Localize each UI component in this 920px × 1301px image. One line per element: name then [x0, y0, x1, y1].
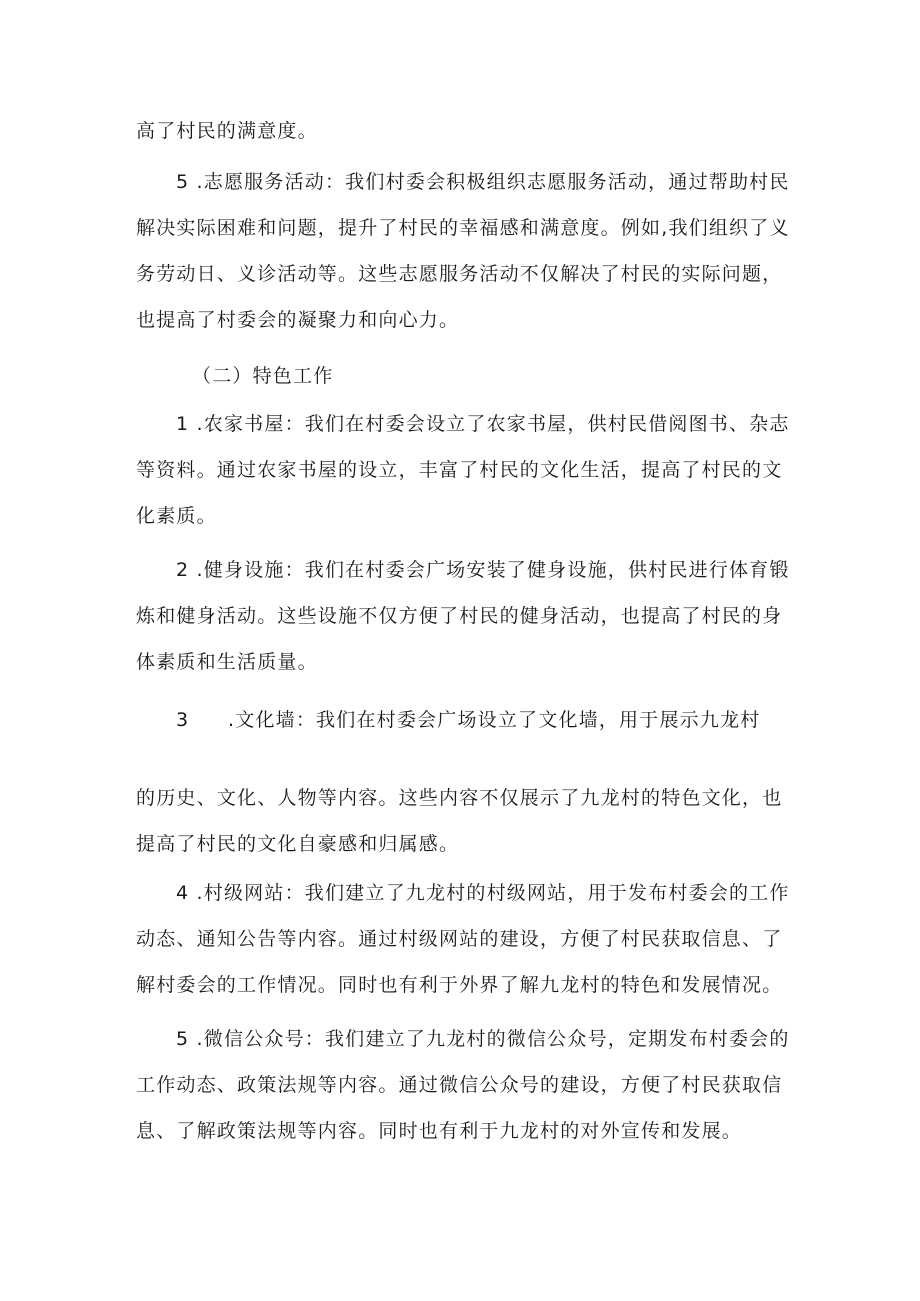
paragraph-village-website: 4 .村级网站：我们建立了九龙村的村级网站，用于发布村委会的工作动态、通知公告等内容。通过村级网站的建设，方便了村民获取信息、了解村委会的工作情况。同时也有利于外界了解九龙村的特色和发展情况。 — [136, 882, 790, 996]
paragraph-volunteer-service: 5 .志愿服务活动：我们村委会积极组织志愿服务活动，通过帮助村民解决实际困难和问题，提升了村民的幸福感和满意度。例如,我们组织了义务劳动日、义诊活动等。这些志愿服务活动不仅解决了村民的实际问题，也提高了村委会的凝聚力和向心力。 — [136, 171, 790, 331]
paragraph-wechat-account: 5 .微信公众号：我们建立了九龙村的微信公众号，定期发布村委会的工作动态、政策法规等内容。通过微信公众号的建设，方便了村民获取信息、了解政策法规等内容。同时也有利于九龙村的对外宣传和发展。 — [136, 1028, 790, 1142]
paragraph-culture-wall-continued: 的历史、文化、人物等内容。这些内容不仅展示了九龙村的特色文化，也提高了村民的文化自豪感和归属感。 — [136, 787, 783, 855]
item-number: 3 — [176, 709, 190, 731]
culture-wall-first-text: .文化墙：我们在村委会广场设立了文化墙，用于展示九龙村 — [228, 709, 761, 731]
paragraph-culture-wall-first-line — [136, 697, 790, 743]
section-heading-special-work: （二）特色工作 — [192, 365, 334, 387]
paragraph-farm-library: 1 .农家书屋：我们在村委会设立了农家书屋，供村民借阅图书、杂志等资料。通过农家书屋的设立，丰富了村民的文化生活，提高了村民的文化素质。 — [136, 413, 790, 527]
paragraph-fitness-facilities: 2 .健身设施：我们在村委会广场安装了健身设施，供村民进行体育锻炼和健身活动。这些设施不仅方便了村民的健身活动，也提高了村民的身体素质和生活质量。 — [136, 559, 790, 673]
paragraph-continued: 高了村民的满意度。 — [136, 120, 318, 142]
